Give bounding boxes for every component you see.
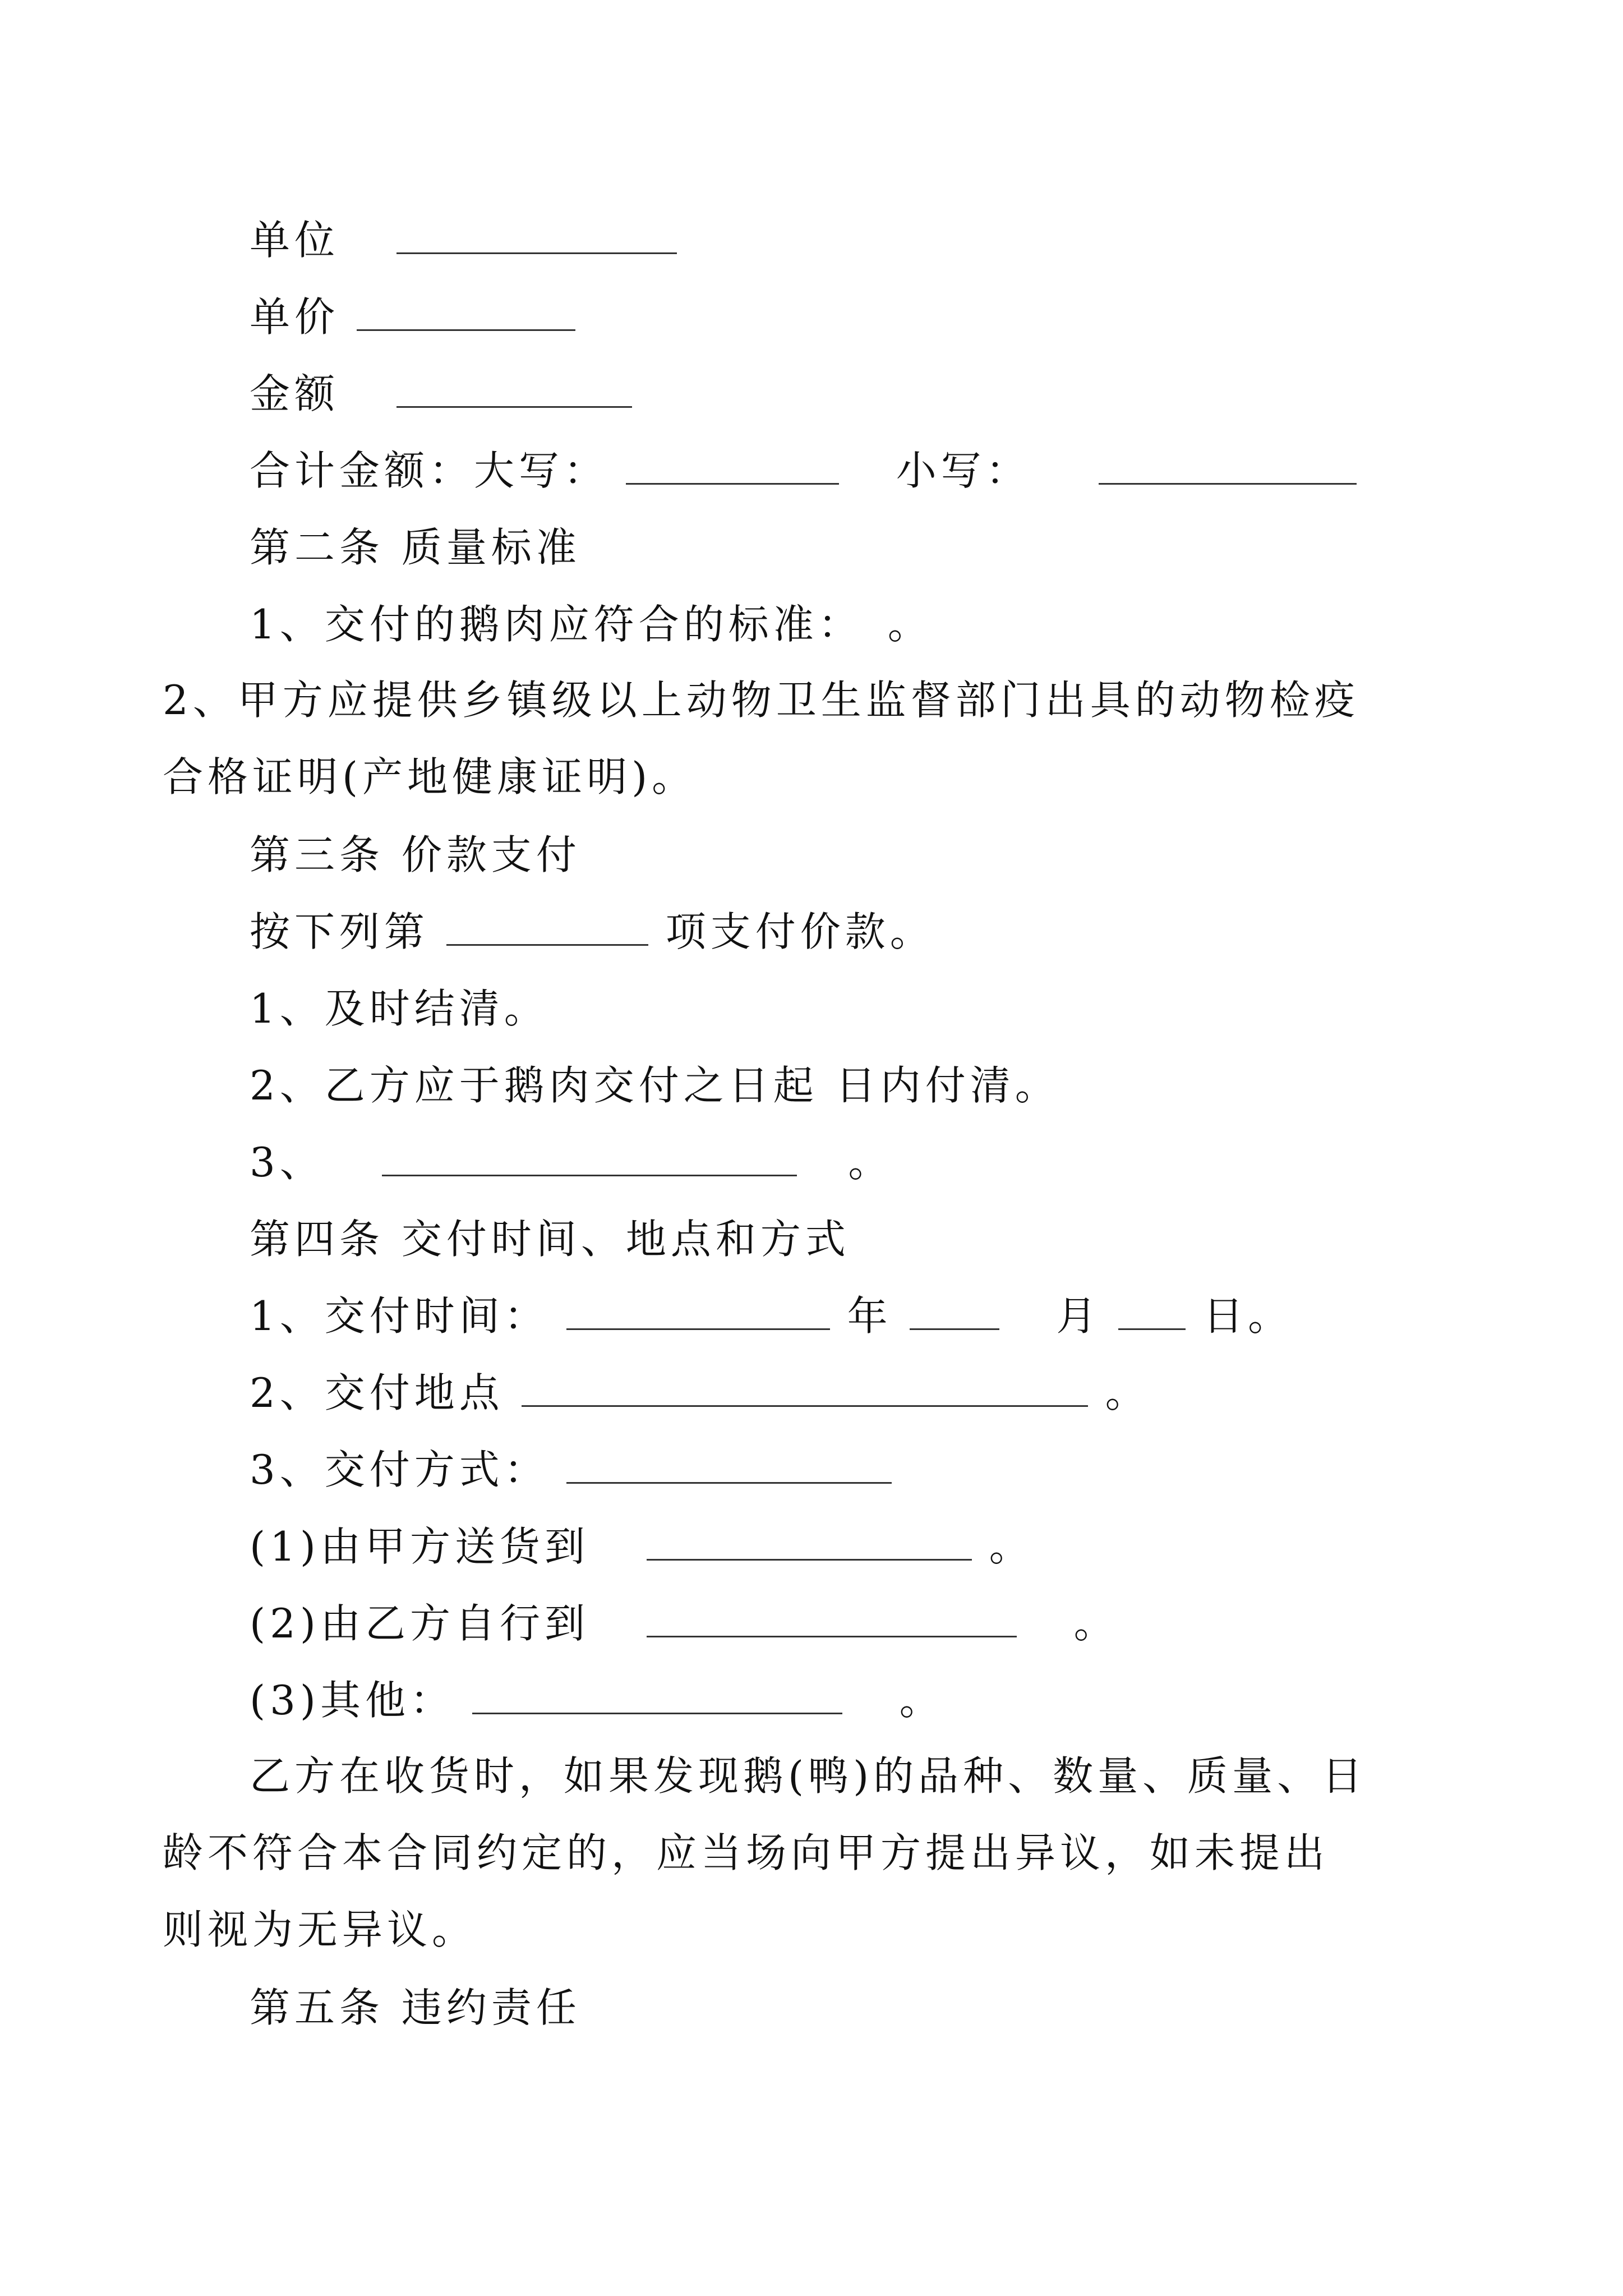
method-option-3-blank	[472, 1673, 842, 1714]
objection-paragraph	[163, 1738, 1368, 1968]
payment-item-3-label: 3、	[250, 1139, 325, 1186]
unit-price-label: 单价	[250, 293, 340, 341]
article-5-heading: 第五条 违约责任	[250, 1984, 581, 2031]
method-option-3-label: (3)其他：	[250, 1677, 455, 1724]
delivery-time-row	[250, 1289, 1293, 1343]
unit-row	[250, 213, 677, 267]
total-capital-blank	[626, 444, 839, 485]
method-option-2-suffix: 。	[1073, 1600, 1119, 1647]
payment-item-3-suffix: 。	[848, 1139, 893, 1186]
total-small-blank	[1099, 444, 1357, 485]
amount-label: 金额	[250, 370, 340, 417]
delivery-place-suffix: 。	[1105, 1369, 1150, 1416]
payment-option-suffix: 项支付价款。	[665, 908, 935, 955]
delivery-month-label: 月	[1056, 1292, 1101, 1340]
delivery-year-label: 年	[847, 1292, 892, 1340]
total-row	[250, 444, 1357, 498]
payment-item-2: 2、乙方应于鹅肉交付之日起 日内付清。	[250, 1062, 1060, 1109]
delivery-day-blank	[1118, 1289, 1186, 1330]
unit-price-blank	[357, 290, 575, 331]
delivery-place-row	[250, 1366, 1150, 1420]
delivery-month-blank	[910, 1289, 999, 1330]
method-option-1	[250, 1520, 1034, 1573]
article-2-heading: 第二条 质量标准	[250, 524, 581, 571]
amount-row	[250, 367, 632, 421]
unit-price-row	[250, 290, 575, 344]
delivery-place-label: 2、交付地点	[250, 1369, 504, 1416]
total-small-label: 小写：	[896, 447, 1031, 494]
payment-option-blank	[446, 905, 648, 946]
method-option-1-suffix: 。	[989, 1523, 1034, 1570]
method-option-3-suffix: 。	[899, 1677, 944, 1724]
method-option-2-label: (2)由乙方自行到	[250, 1600, 589, 1647]
unit-label: 单位	[250, 217, 340, 264]
payment-item-3	[250, 1135, 893, 1189]
payment-option-label: 按下列第	[250, 908, 430, 955]
method-option-1-blank	[647, 1520, 972, 1561]
delivery-place-blank	[522, 1366, 1088, 1407]
quality-item-2	[163, 662, 1368, 816]
quality-item-1: 1、交付的鹅肉应符合的标准： 。	[250, 601, 933, 648]
amount-blank	[396, 367, 632, 408]
delivery-method-row	[250, 1443, 892, 1497]
total-label: 合计金额：大写：	[250, 447, 609, 494]
method-option-3	[250, 1673, 944, 1727]
quality-item-2-text: 2、甲方应提供乡镇级以上动物卫生监督部门出具的动物检疫合格证明(产地健康证明)。	[163, 677, 1359, 800]
delivery-method-blank	[566, 1443, 892, 1484]
payment-item-1: 1、及时结清。	[250, 985, 549, 1032]
unit-blank	[396, 213, 677, 254]
article-4-heading: 第四条 交付时间、地点和方式	[250, 1216, 850, 1263]
payment-option-row	[250, 905, 935, 959]
article-3-heading: 第三条 价款支付	[250, 831, 581, 878]
method-option-1-label: (1)由甲方送货到	[250, 1523, 589, 1570]
method-option-2-blank	[647, 1596, 1017, 1637]
delivery-year-blank	[566, 1289, 830, 1330]
delivery-method-label: 3、交付方式：	[250, 1446, 549, 1493]
delivery-time-label: 1、交付时间：	[250, 1292, 549, 1340]
payment-item-3-blank	[382, 1135, 797, 1176]
objection-text: 乙方在收货时，如果发现鹅(鸭)的品种、数量、质量、日龄不符合本合同约定的，应当场向甲方提出异议，如未提出则视为无异议。	[163, 1752, 1367, 1953]
delivery-day-label: 日。	[1203, 1292, 1293, 1340]
method-option-2	[250, 1596, 1119, 1650]
